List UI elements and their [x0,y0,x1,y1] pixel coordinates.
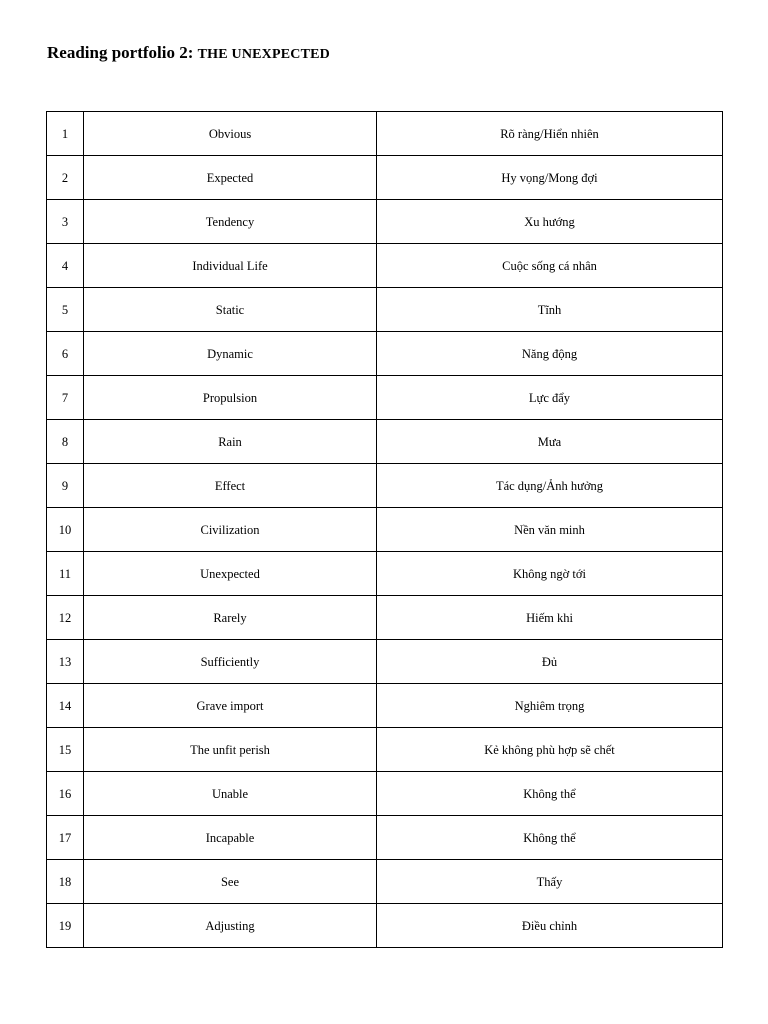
english-term: Sufficiently [84,640,377,684]
english-term: Grave import [84,684,377,728]
row-number: 18 [47,860,84,904]
vietnamese-translation: Xu hướng [377,200,723,244]
vietnamese-translation: Tĩnh [377,288,723,332]
title-topic: THE UNEXPECTED [197,47,330,62]
english-term: Dynamic [84,332,377,376]
vietnamese-translation: Nghiêm trọng [377,684,723,728]
vietnamese-translation: Lực đẩy [377,376,723,420]
vietnamese-translation: Thấy [377,860,723,904]
english-term: The unfit perish [84,728,377,772]
vietnamese-translation: Hy vọng/Mong đợi [377,156,723,200]
row-number: 13 [47,640,84,684]
row-number: 17 [47,816,84,860]
table-row [47,596,723,640]
english-term: Individual Life [84,244,377,288]
row-number: 5 [47,288,84,332]
row-number: 4 [47,244,84,288]
row-number: 10 [47,508,84,552]
row-number: 8 [47,420,84,464]
vietnamese-translation: Không thể [377,816,723,860]
vietnamese-translation: Không thể [377,772,723,816]
row-number: 19 [47,904,84,948]
table-row [47,772,723,816]
table-row [47,420,723,464]
english-term: Civilization [84,508,377,552]
row-number: 9 [47,464,84,508]
english-term: Tendency [84,200,377,244]
vietnamese-translation: Hiếm khi [377,596,723,640]
english-term: Unable [84,772,377,816]
row-number: 3 [47,200,84,244]
table-row [47,112,723,156]
table-row [47,376,723,420]
table-row [47,728,723,772]
english-term: Rain [84,420,377,464]
row-number: 1 [47,112,84,156]
english-term: See [84,860,377,904]
row-number: 15 [47,728,84,772]
row-number: 7 [47,376,84,420]
table-row [47,156,723,200]
table-row [47,464,723,508]
vietnamese-translation: Đủ [377,640,723,684]
english-term: Adjusting [84,904,377,948]
vocabulary-table [46,111,723,948]
row-number: 12 [47,596,84,640]
table-row [47,288,723,332]
vietnamese-translation: Nền văn minh [377,508,723,552]
english-term: Unexpected [84,552,377,596]
table-row [47,816,723,860]
title-prefix: Reading portfolio 2: [47,43,198,62]
vietnamese-translation: Rõ ràng/Hiển nhiên [377,112,723,156]
vietnamese-translation: Cuộc sống cá nhân [377,244,723,288]
english-term: Rarely [84,596,377,640]
table-row [47,200,723,244]
english-term: Effect [84,464,377,508]
vocabulary-table-body [47,112,723,948]
vietnamese-translation: Không ngờ tới [377,552,723,596]
table-row [47,244,723,288]
english-term: Expected [84,156,377,200]
table-row [47,640,723,684]
english-term: Obvious [84,112,377,156]
row-number: 11 [47,552,84,596]
english-term: Static [84,288,377,332]
row-number: 6 [47,332,84,376]
english-term: Propulsion [84,376,377,420]
table-row [47,552,723,596]
english-term: Incapable [84,816,377,860]
row-number: 2 [47,156,84,200]
vietnamese-translation: Kẻ không phù hợp sẽ chết [377,728,723,772]
table-row [47,904,723,948]
vietnamese-translation: Điều chỉnh [377,904,723,948]
vietnamese-translation: Năng động [377,332,723,376]
vietnamese-translation: Mưa [377,420,723,464]
row-number: 16 [47,772,84,816]
table-row [47,860,723,904]
row-number: 14 [47,684,84,728]
table-row [47,684,723,728]
vietnamese-translation: Tác dụng/Ảnh hưởng [377,464,723,508]
page-title [47,42,330,66]
table-row [47,332,723,376]
table-row [47,508,723,552]
